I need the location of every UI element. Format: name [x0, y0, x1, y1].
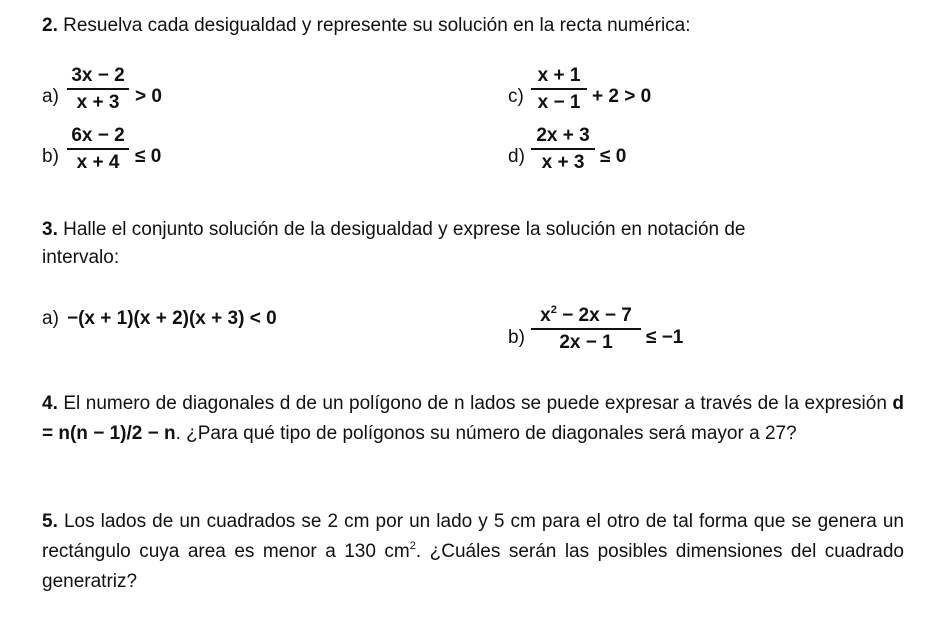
- q4-formula: d = n(n − 1)/2 − n: [42, 393, 905, 444]
- q5-text-part2: . ¿Cuáles serán las posibles dimensiones del cuadrado generatriz?: [42, 541, 904, 592]
- q3b-num-base: x: [540, 305, 551, 326]
- q3-text-line1: Halle el conjunto solución de la desigualdad y exprese la solución en notación de: [63, 219, 746, 240]
- q3b-num-exponent: 2: [550, 304, 557, 316]
- q3-number: 3.: [42, 219, 58, 240]
- fraction-bar: [531, 328, 641, 330]
- q2b-fraction: [67, 125, 129, 174]
- q2-statement: [42, 15, 691, 37]
- q3-statement-line2: intervalo:: [42, 247, 120, 268]
- q2b-denominator: x + 4: [76, 152, 120, 173]
- q2c-fraction: [531, 65, 587, 114]
- q3b-denominator: 2x − 1: [559, 332, 613, 353]
- q2b-numerator: 6x − 2: [71, 125, 125, 146]
- q4-text-part2: . ¿Para qué tipo de polígonos su número de diagonales será mayor a 27?: [175, 423, 797, 444]
- fraction-bar: [531, 148, 595, 150]
- q5-exponent: 2: [409, 540, 416, 552]
- q2a-fraction: [67, 65, 129, 114]
- q3a-label: a): [42, 308, 59, 329]
- q2c-denominator: x − 1: [537, 92, 581, 113]
- q2-number: 2.: [42, 15, 58, 36]
- q4-number: 4.: [42, 393, 58, 414]
- q2d-label: d): [508, 146, 525, 167]
- q2d-numerator: 2x + 3: [536, 125, 590, 146]
- q5-statement: [42, 507, 904, 597]
- q2b-relation: ≤ 0: [135, 146, 162, 167]
- q5-text-part1: Los lados de un cuadrados se 2 cm por un lado y 5 cm para el otro de tal forma que se genera un rectángulo cuya area es menor a 130 cm: [42, 511, 904, 562]
- q4-text-part1: El numero de diagonales d de un polígono de n lados se puede expresar a través de la expresión: [63, 393, 887, 414]
- q2-text: Resuelva cada desigualdad y represente su solución en la recta numérica:: [63, 15, 691, 36]
- fraction-bar: [67, 148, 129, 150]
- q2c-numerator: x + 1: [537, 65, 581, 86]
- q2b-label: b): [42, 146, 59, 167]
- q2d-relation: ≤ 0: [600, 146, 627, 167]
- q4-statement: [42, 389, 904, 449]
- q2a-numerator: 3x − 2: [71, 65, 125, 86]
- q2c-relation: + 2 > 0: [592, 86, 652, 107]
- q3b-label: b): [508, 327, 525, 348]
- q3b-numerator: [531, 305, 641, 327]
- q3-statement-line1: [42, 219, 746, 241]
- q2a-denominator: x + 3: [76, 92, 120, 113]
- q3b-fraction: [531, 305, 641, 354]
- q5-number: 5.: [42, 511, 58, 532]
- q2a-label: a): [42, 86, 59, 107]
- q3a-expression: −(x + 1)(x + 2)(x + 3) < 0: [67, 308, 277, 329]
- q2d-denominator: x + 3: [541, 152, 585, 173]
- fraction-bar: [67, 88, 129, 90]
- q2c-label: c): [508, 86, 524, 107]
- q2a-relation: > 0: [135, 86, 162, 107]
- fraction-bar: [531, 88, 587, 90]
- q3b-relation: ≤ −1: [646, 327, 684, 348]
- q3b-num-rest: − 2x − 7: [556, 305, 632, 326]
- q2d-fraction: [531, 125, 595, 174]
